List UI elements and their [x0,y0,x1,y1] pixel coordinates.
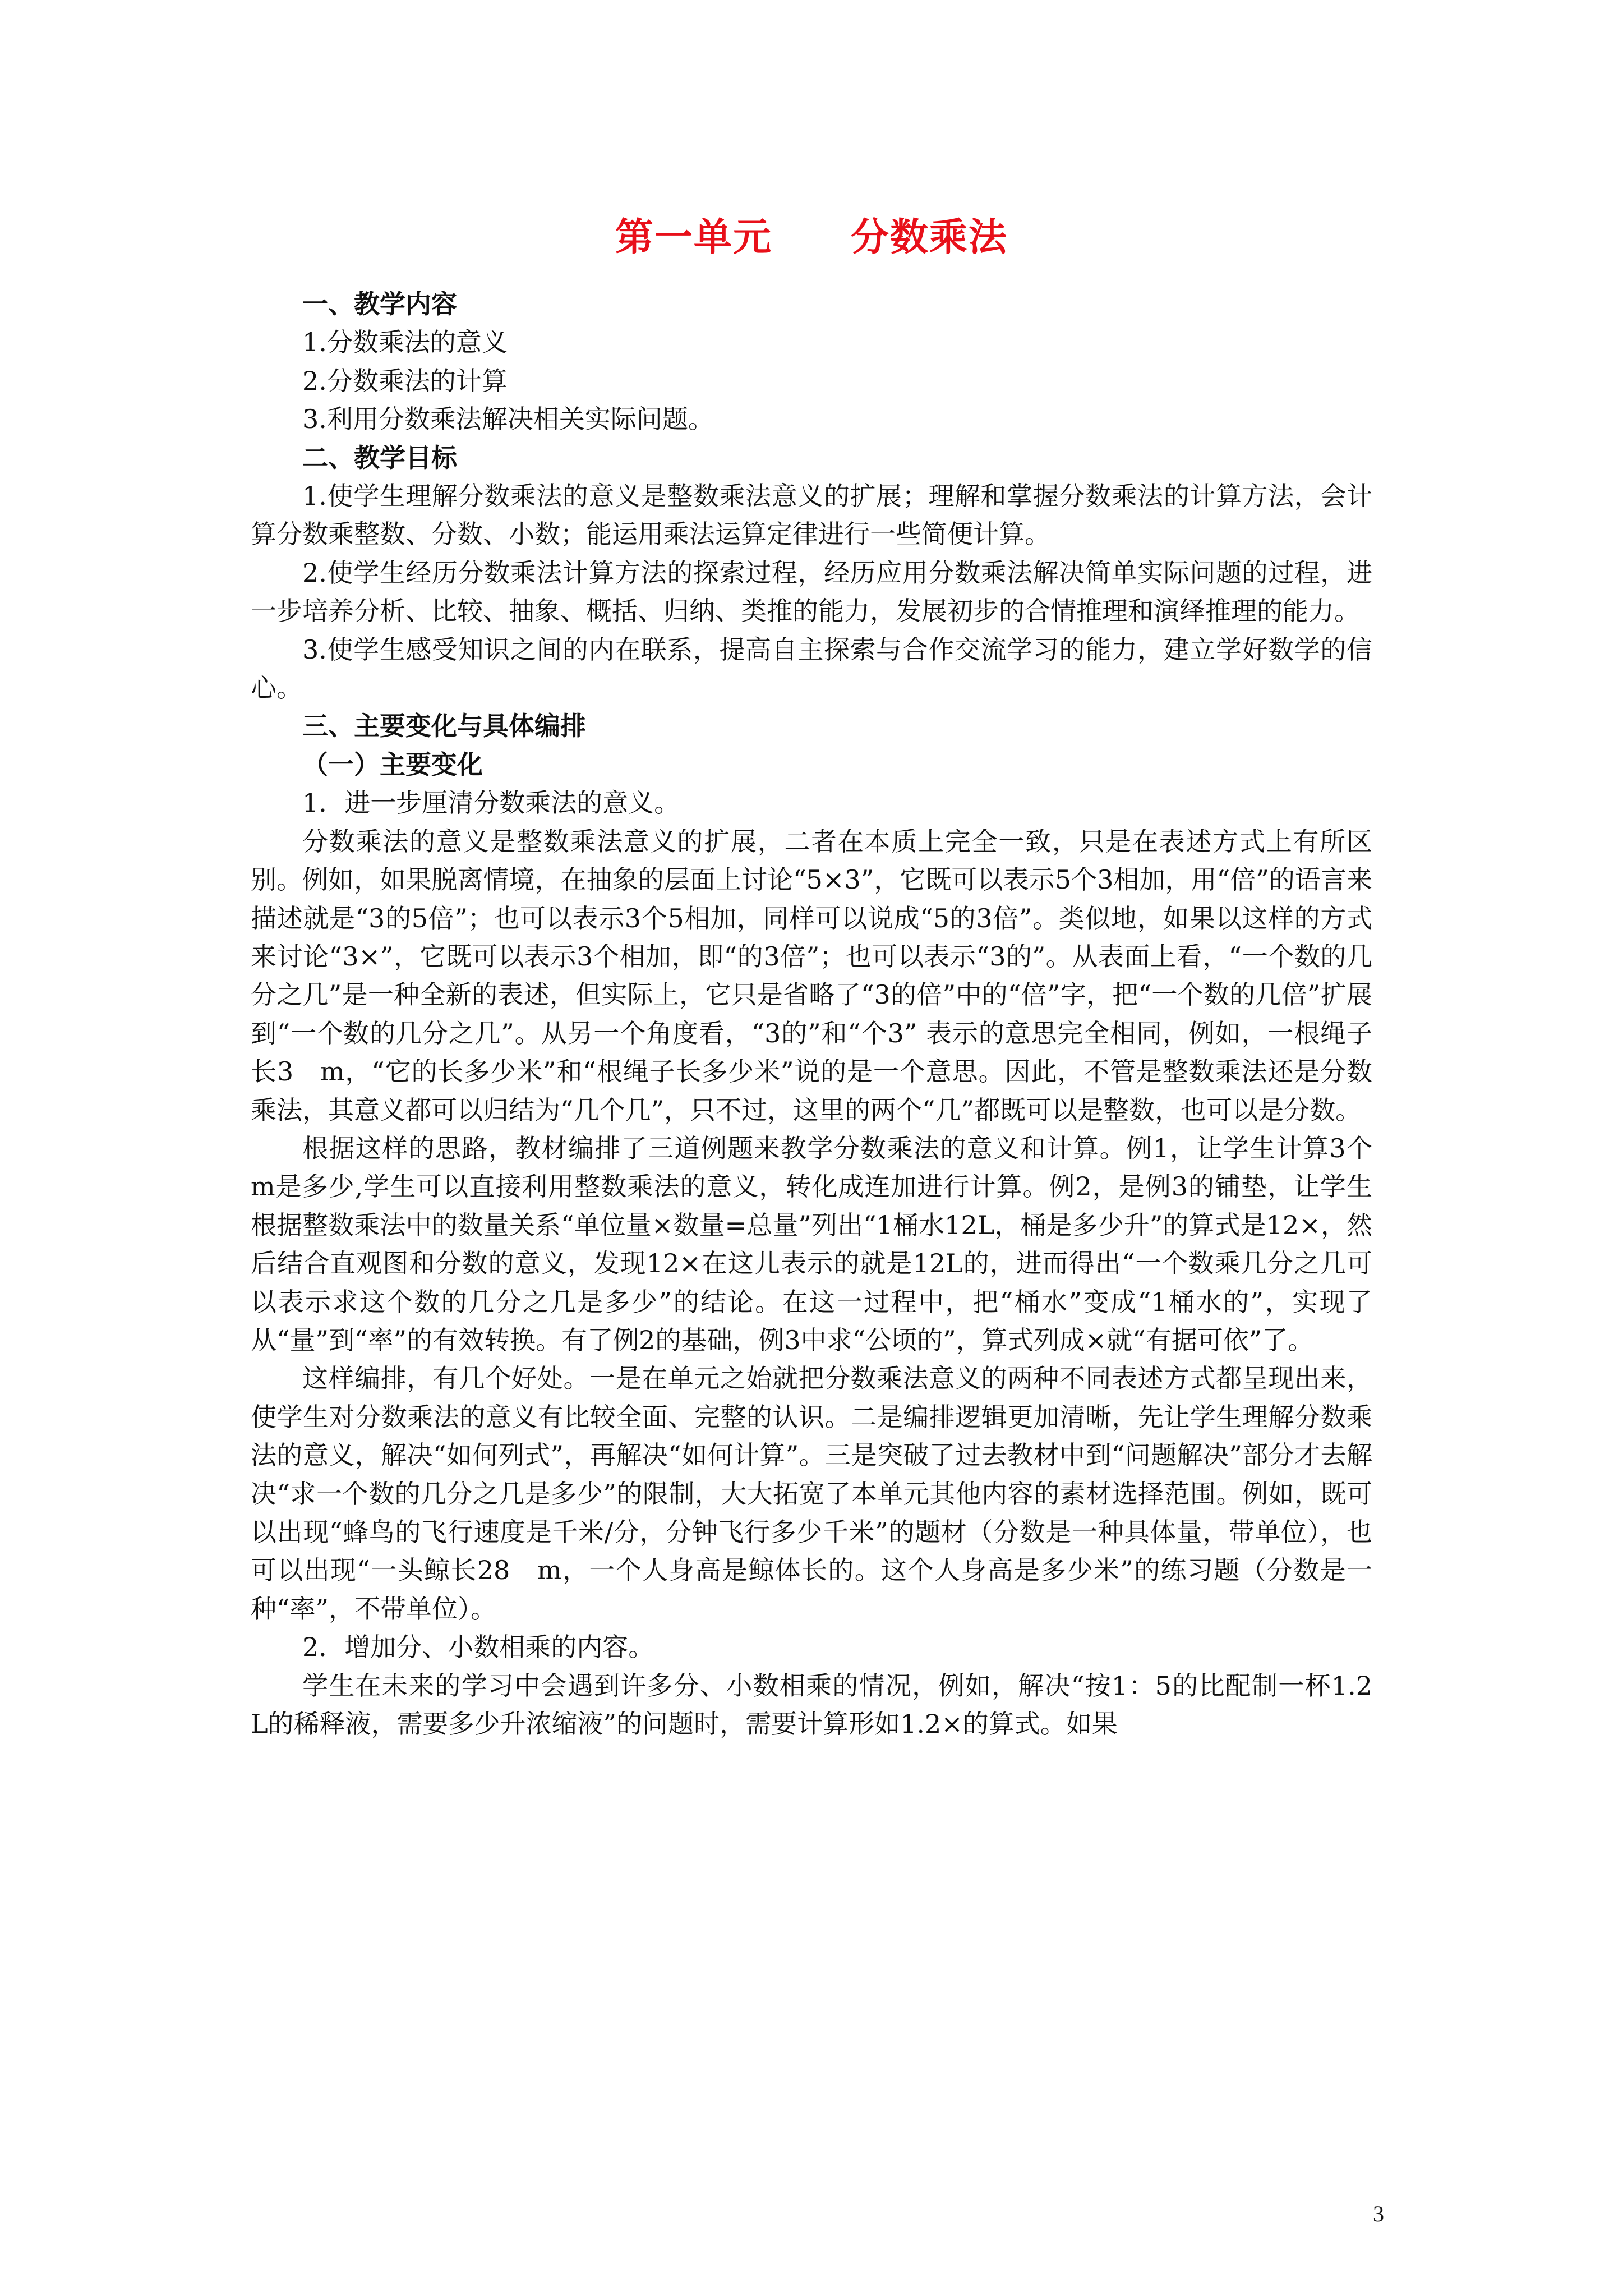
list-item: 3.利用分数乘法解决相关实际问题。 [302,404,714,435]
section-heading-teaching-goals: 二、教学目标 [302,442,457,473]
section-heading-main-changes: 三、主要变化与具体编排 [302,711,586,742]
paragraph: 分数乘法的意义是整数乘法意义的扩展，二者在本质上完全一致，只是在表述方式上有所区别。例如，如果脱离情境，在抽象的层面上讨论“5×3”，它既可以表示5个3相加，用“倍”的语言来描述就是“3的5倍”；也可以表示3个5相加，同样可以说成“5的3倍”。类似地，如果以这样的方式来讨论“3×”，它既可以表示3个相加，即“的3倍”；也可以表示“3的”。从表面上看，“一个数的几分之几”是一种全新的表述，但实际上，它只是省略了“3的倍”中的“倍”字，把“一个数的几倍”扩展到“一个数的几分之几”。从另一个角度看，“3的”和“个3” 表示的意思完全相同，例如，一根绳子长3 m，“它的长多少米”和“根绳子长多少米”说的是一个意思。因此，不管是整数乘法还是分数乘法，其意义都可以归结为“几个几”，只不过，这里的两个“几”都既可以是整数，也可以是分数。 [251,826,1372,1125]
paragraph: 1.使学生理解分数乘法的意义是整数乘法意义的扩展；理解和掌握分数乘法的计算方法，会计算分数乘整数、分数、小数；能运用乘法运算定律进行一些简便计算。 [251,481,1372,550]
paragraph: 2.使学生经历分数乘法计算方法的探索过程，经历应用分数乘法解决简单实际问题的过程，进一步培养分析、比较、抽象、概括、归纳、类推的能力，发展初步的合情推理和演绎推理的能力。 [251,557,1372,627]
document-body [251,285,1398,1743]
paragraph: 1．进一步厘清分数乘法的意义。 [302,788,680,818]
subsection-heading: （一）主要变化 [302,749,483,780]
paragraph: 2．增加分、小数相乘的内容。 [302,1632,654,1663]
page-number: 3 [1373,2201,1384,2226]
page-title: 第一单元 分数乘法 [615,215,1008,260]
paragraph: 学生在未来的学习中会遇到许多分、小数相乘的情况，例如，解决“按1：5的比配制一杯1.2 L的稀释液，需要多少升浓缩液”的问题时，需要计算形如1.2×的算式。如果 [251,1670,1398,1740]
paragraph: 3.使学生感受知识之间的内在联系，提高自主探索与合作交流学习的能力，建立学好数学的信心。 [251,634,1372,703]
paragraph: 这样编排，有几个好处。一是在单元之始就把分数乘法意义的两种不同表述方式都呈现出来，使学生对分数乘法的意义有比较全面、完整的认识。二是编排逻辑更加清晰，先让学生理解分数乘法的意义，解决“如何列式”，再解决“如何计算”。三是突破了过去教材中到“问题解决”部分才去解决“求一个数的几分之几是多少”的限制，大大拓宽了本单元其他内容的素材选择范围。例如，既可以出现“蜂鸟的飞行速度是千米/分，分钟飞行多少千米”的题材（分数是一种具体量，带单位），也可以出现“一头鲸长28 m，一个人身高是鲸体长的。这个人身高是多少米”的练习题（分数是一种“率”，不带单位）。 [251,1363,1372,1624]
list-item: 2.分数乘法的计算 [302,365,508,396]
paragraph: 根据这样的思路，教材编排了三道例题来教学分数乘法的意义和计算。例1，让学生计算3个 m是多少,学生可以直接利用整数乘法的意义，转化成连加进行计算。例2，是例3的铺垫，让学生根据整数乘法中的数量关系“单位量×数量=总量”列出“1桶水12L，桶是多少升”的算式是12×，然后结合直观图和分数的意义，发现12×在这儿表示的就是12L的，进而得出“一个数乘几分之几可以表示求这个数的几分之几是多少”的结论。在这一过程中，把“桶水”变成“1桶水的”，实现了从“量”到“率”的有效转换。有了例2的基础，例3中求“公顷的”，算式列成×就“有据可依”了。 [251,1133,1398,1355]
list-item: 1.分数乘法的意义 [302,327,508,358]
section-heading-teaching-content: 一、教学内容 [302,289,457,319]
